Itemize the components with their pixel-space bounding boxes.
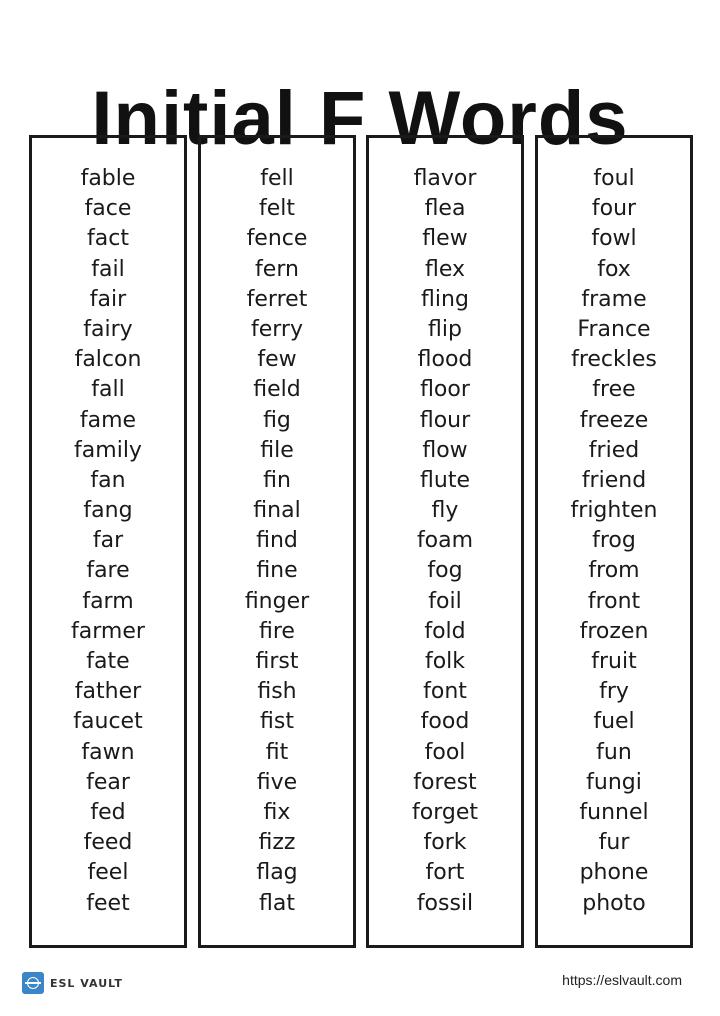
word-item: find [256, 528, 298, 554]
word-item: foul [593, 166, 635, 191]
word-item: fold [424, 618, 466, 644]
word-item: folk [424, 649, 466, 674]
word-item: five [256, 769, 298, 795]
word-item: fix [263, 799, 291, 825]
word-item: freeze [579, 407, 649, 433]
word-item: fed [90, 799, 126, 825]
word-item: fort [425, 860, 465, 886]
word-item: far [92, 528, 124, 554]
word-item: fear [86, 769, 130, 795]
esl-vault-logo[interactable] [22, 970, 123, 996]
word-item: fog [427, 558, 463, 584]
word-item: fork [423, 830, 467, 856]
word-item: four [591, 196, 637, 222]
word-item: fact [87, 226, 129, 252]
word-item: flea [424, 196, 466, 222]
word-item: fine [256, 558, 298, 584]
word-item: front [587, 588, 641, 614]
word-item: flex [424, 256, 466, 282]
word-item: photo [582, 890, 646, 916]
word-column-2 [198, 135, 356, 948]
word-column-4 [535, 135, 693, 948]
word-item: fly [431, 498, 459, 524]
word-item: feet [86, 890, 130, 916]
word-item: fang [83, 498, 133, 524]
word-item: fist [260, 709, 294, 735]
word-list [538, 138, 690, 919]
word-item: font [423, 679, 467, 705]
word-item: flew [422, 226, 468, 252]
word-item: fairy [83, 316, 133, 342]
word-item: frozen [579, 618, 649, 644]
word-item: fan [90, 467, 126, 493]
word-item: food [420, 709, 470, 735]
word-item: fruit [591, 649, 637, 674]
word-item: fig [263, 407, 291, 433]
word-item: freckles [571, 347, 657, 373]
word-item: free [592, 377, 636, 403]
word-item: floor [420, 377, 470, 403]
word-item: fate [86, 649, 130, 674]
word-column-3 [366, 135, 524, 948]
word-item: flag [256, 860, 298, 886]
word-item: friend [581, 467, 647, 493]
word-item: flute [420, 467, 470, 493]
word-item: forest [413, 769, 477, 795]
word-item: fell [260, 166, 294, 191]
word-item: family [74, 437, 142, 463]
word-item: fizz [258, 830, 296, 856]
word-item: fry [599, 679, 629, 705]
word-column-1 [29, 135, 187, 948]
word-item: farmer [71, 618, 145, 644]
word-item: fish [257, 679, 297, 705]
word-item: fossil [416, 890, 474, 916]
word-item: farm [82, 588, 134, 614]
word-item: funnel [579, 799, 649, 825]
word-item: foil [428, 588, 462, 614]
word-item: from [588, 558, 640, 584]
word-item: feel [87, 860, 129, 886]
word-item: ferry [250, 316, 303, 342]
word-item: field [253, 377, 301, 403]
word-item: flat [259, 890, 295, 916]
word-item: flip [428, 316, 462, 342]
word-item: fox [597, 256, 631, 282]
globe-icon [22, 972, 44, 994]
word-item: fail [91, 256, 125, 282]
word-item: frame [581, 286, 647, 312]
logo-text: ESL VAULT [50, 976, 123, 990]
word-item: final [253, 498, 301, 524]
word-item: fawn [81, 739, 135, 765]
website-url[interactable]: https://eslvault.com [562, 972, 682, 988]
word-item: frog [592, 528, 636, 554]
word-item: fern [255, 256, 299, 282]
word-item: first [255, 649, 299, 674]
word-item: fable [80, 166, 136, 191]
word-item: fling [421, 286, 469, 312]
page-title: Initial F Words [91, 75, 629, 161]
word-item: fun [596, 739, 632, 765]
word-item: flow [422, 437, 468, 463]
word-item: fried [588, 437, 640, 463]
word-item: file [260, 437, 294, 463]
word-list [201, 138, 353, 919]
word-item: father [74, 679, 142, 705]
word-item: fair [89, 286, 127, 312]
word-item: felt [258, 196, 296, 222]
word-item: few [257, 347, 297, 373]
word-item: fur [598, 830, 630, 856]
word-item: fit [265, 739, 289, 765]
word-list [369, 138, 521, 919]
word-columns [29, 135, 693, 948]
word-item: fire [259, 618, 295, 644]
word-item: falcon [74, 347, 142, 373]
word-item: foam [416, 528, 474, 554]
word-item: phone [579, 860, 649, 886]
word-item: fame [79, 407, 137, 433]
word-item: flour [419, 407, 471, 433]
word-list [32, 138, 184, 919]
word-item: fuel [593, 709, 635, 735]
word-item: flavor [413, 166, 477, 191]
word-item: face [84, 196, 132, 222]
word-item: France [577, 316, 651, 342]
word-item: faucet [73, 709, 143, 735]
word-item: fall [91, 377, 125, 403]
word-item: fool [424, 739, 466, 765]
word-item: flood [417, 347, 473, 373]
word-item: finger [244, 588, 310, 614]
word-item: fare [86, 558, 130, 584]
word-item: fence [246, 226, 308, 252]
word-item: forget [412, 799, 478, 825]
word-item: ferret [246, 286, 308, 312]
word-item: feed [83, 830, 133, 856]
word-item: fowl [591, 226, 637, 252]
word-item: fin [263, 467, 291, 493]
word-item: fungi [586, 769, 642, 795]
word-item: frighten [570, 498, 658, 524]
